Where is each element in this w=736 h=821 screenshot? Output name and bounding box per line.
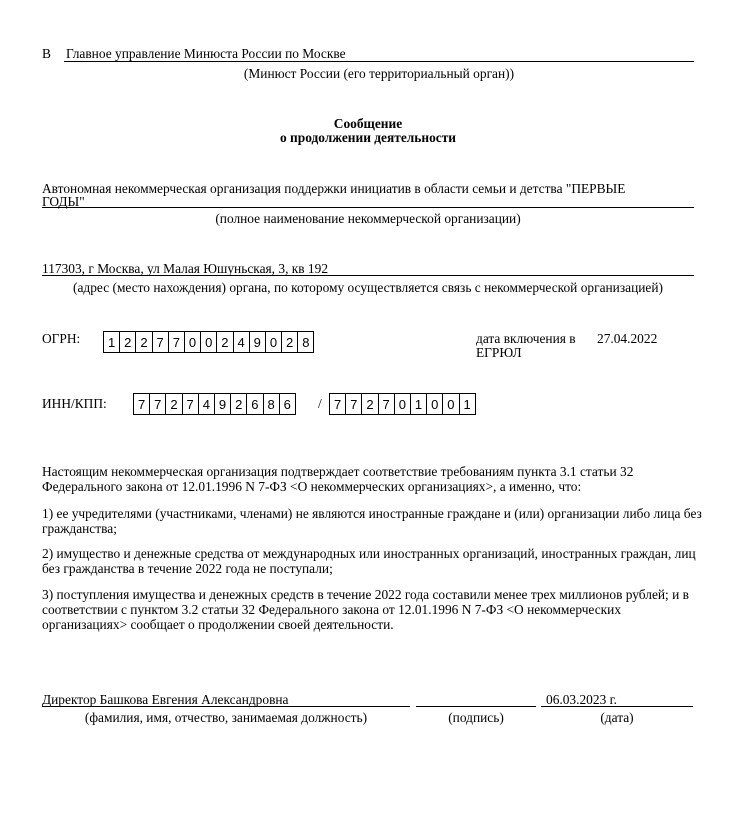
- inn-kpp-separator: /: [318, 396, 322, 411]
- inn-kpp-label: ИНН/КПП:: [42, 396, 107, 411]
- ogrn-digit: 7: [169, 331, 185, 353]
- egrul-date: 27.04.2022: [597, 331, 658, 346]
- address-underline: [42, 275, 694, 276]
- kpp-digit: 0: [443, 393, 459, 415]
- date-underline: [541, 706, 693, 707]
- inn-digit: 2: [231, 393, 247, 415]
- inn-digit: 7: [133, 393, 150, 415]
- kpp-digit: 7: [329, 393, 346, 415]
- inn-digit: 2: [166, 393, 182, 415]
- kpp-digit: 1: [460, 393, 476, 415]
- ogrn-digit: 2: [136, 331, 152, 353]
- org-address: 117303, г Москва, ул Малая Юшуньская, 3, кв 192: [42, 261, 329, 276]
- document-title: Сообщение: [333, 116, 403, 131]
- kpp-digit: 1: [411, 393, 427, 415]
- signature-date: 06.03.2023 г.: [546, 692, 617, 707]
- org-name-caption: (полное наименование некоммерческой организации): [215, 211, 521, 226]
- signature-caption: (подпись): [448, 710, 504, 725]
- kpp-digit: 7: [379, 393, 395, 415]
- inn-digit: 6: [280, 393, 296, 415]
- signer-name: Директор Башкова Евгения Александровна: [42, 692, 289, 707]
- ogrn-digit: 2: [217, 331, 233, 353]
- ogrn-digit: 2: [120, 331, 136, 353]
- ogrn-digit: 0: [266, 331, 282, 353]
- org-name-line2: ГОДЫ": [42, 194, 85, 209]
- recipient-caption: (Минюст России (его территориальный орган)): [243, 66, 515, 81]
- ogrn-digit: 7: [153, 331, 169, 353]
- inn-digit: 7: [150, 393, 166, 415]
- kpp-digit: 0: [395, 393, 411, 415]
- recipient-prefix: В: [42, 46, 51, 61]
- body-intro: Настоящим некоммерческая организация подтверждает соответствие требованиям пункта 3.1 статьи 32 Федерального закона от 12.01.1996 N 7-ФЗ <О некоммерческих организациях>, а именно, что:: [42, 464, 634, 494]
- body-item-1: 1) ее учредителями (участниками, членами) не являются иностранные граждане и (или) организации либо лица без гражданства;: [42, 506, 702, 536]
- kpp-digit: 2: [362, 393, 378, 415]
- inn-digit: 7: [183, 393, 199, 415]
- inn-digit: 4: [199, 393, 215, 415]
- body-item-3: 3) поступления имущества и денежных средств в течение 2022 года составили менее трех миллионов рублей; и в соответствии с пунктом 3.2 статьи 32 Федерального закона от 12.01.1996 N 7-ФЗ <О некоммерческих организациях> сообщает о продолжении своей деятельности.: [42, 587, 689, 632]
- egrul-label-line2: ЕГРЮЛ: [476, 345, 522, 360]
- kpp-boxes: [329, 393, 476, 415]
- signer-underline: [42, 706, 410, 707]
- egrul-label-line1: дата включения в: [476, 331, 576, 346]
- inn-digit: 6: [247, 393, 263, 415]
- ogrn-label: ОГРН:: [42, 331, 81, 346]
- ogrn-digit: 8: [298, 331, 314, 353]
- inn-digit: 8: [264, 393, 280, 415]
- kpp-digit: 7: [346, 393, 362, 415]
- recipient-name: Главное управление Минюста России по Москве: [66, 46, 346, 61]
- signature-underline: [416, 706, 536, 707]
- ogrn-digit: 0: [201, 331, 217, 353]
- org-name-underline: [42, 207, 694, 208]
- ogrn-digit: 0: [185, 331, 201, 353]
- ogrn-digit: 2: [282, 331, 298, 353]
- inn-digit: 9: [215, 393, 231, 415]
- recipient-underline: [64, 61, 694, 62]
- org-name-line1: Автономная некоммерческая организация поддержки инициатив в области семьи и детства "ПЕРВЫЕ: [42, 181, 626, 196]
- ogrn-digit: 1: [103, 331, 120, 353]
- ogrn-digit: 9: [250, 331, 266, 353]
- kpp-digit: 0: [427, 393, 443, 415]
- body-item-2: 2) имущество и денежные средства от международных или иностранных организаций, иностранных граждан, лиц без гражданства в течение 2022 года не поступали;: [42, 546, 696, 576]
- signer-caption: (фамилия, имя, отчество, занимаемая должность): [84, 710, 368, 725]
- date-caption: (дата): [600, 710, 634, 725]
- ogrn-digit: 4: [234, 331, 250, 353]
- address-caption: (адрес (место нахождения) органа, по которому осуществляется связь с некоммерческой организацией): [73, 280, 663, 295]
- document-subtitle: о продолжении деятельности: [279, 130, 456, 145]
- ogrn-boxes: [103, 331, 314, 353]
- inn-boxes: [133, 393, 296, 415]
